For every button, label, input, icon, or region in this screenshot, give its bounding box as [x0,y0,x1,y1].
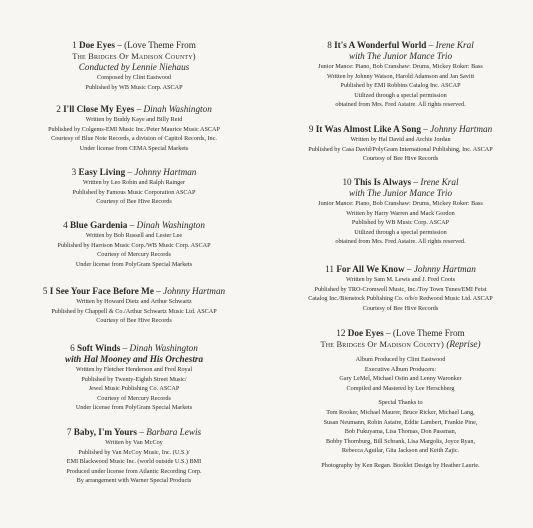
track-artist: Dinah Washington [143,104,212,114]
track-number: 5 [42,286,48,296]
credit-line: obtained from Mrs. Fred Astaire. All rights reserved. [335,101,466,109]
track-2: 2 I'll Close My Eyes – Dinah Washington Written by Buddy Kaye and Billy Reid Published by Colgems-EMI Music Inc./Peter Maurice Music ASCAP Courtesy of Blue Note Records, a division of Capitol Records, Inc. Under license from CEMA Special Markets [0,104,268,153]
credit-line: Written by Johnny Watson, Harold Adamson and Jan Savitt [326,72,475,80]
track-title: Doe Eyes [347,328,384,338]
track-number: 4 [63,220,68,230]
credit-line: By arrangement with Warner Special Products [76,477,192,485]
credit-line: Written by Harry Warren and Mack Gordon [346,209,455,217]
track-artist: Dinah Washington [136,220,205,230]
credit-line: Catalog Inc./Bienstock Publishing Co. o/b/o Redwood Music Ltd. ASCAP [308,295,493,303]
credit-line: Utilized through a special permission [354,91,447,99]
track-6: 6 Soft Winds – Dinah Washington with Hal Mooney and His Orchestra Written by Fletcher Henderson and Fred Royal Published by Twenty-Eighth Street Music/ Jewel Music Publishing Co. ASCAP Courtesy of Mercury Records Under license from PolyGram Special Markets [0,343,268,413]
track-film-title: The Bridges Of Madison County) [72,52,196,61]
credit-line: Under license from CEMA Special Markets [79,144,189,152]
credit-line: Written by Van McCoy [105,439,163,446]
track-film-title: The Bridges Of Madison County) [320,340,445,349]
track-number: 11 [325,264,335,274]
track-reprise-label: (Reprise) [446,339,481,349]
track-orchestra: with Hal Mooney and His Orchestra [64,354,204,364]
track-artist: Johnny Hartman [430,124,493,134]
credit-line: Jewel Music Publishing Co. ASCAP [88,385,180,393]
credit-line: Published by Van McCoy Music, Inc. (U.S.)/ [78,448,190,456]
track-number: 12 [336,328,346,338]
track-4: 4 Blue Gardenia – Dinah Washington Written by Bob Russell and Lester Lee Published by Harrison Music Corp./WB Music Corp. ASCAP Courtesy of Mercury Records Under license from PolyGram Special Markets [0,220,268,269]
track-title: This Is Always [353,177,412,187]
credit-line: Published by Harrison Music Corp./WB Music Corp. ASCAP [57,241,211,249]
track-7: 7 Baby, I'm Yours – Barbara Lewis Written by Van McCoy Published by Van McCoy Music, Inc. (U.S.)/ EMI Blackwood Music Inc. (world outside U.S.) BMI Produced under license from Atlantic Recording Corp. By arrangement with Warner Special Products [0,427,268,486]
track-number: 7 [66,427,72,437]
track-title: It Was Almost Like A Song [315,124,421,134]
credit-line: Courtesy of Mercury Records [97,251,171,259]
credit-line: Special Thanks to [378,399,423,407]
credit-line: Courtesy of Bee Hive Records [362,155,439,163]
credit-line: Executive Album Producers: [364,365,437,373]
track-8: 8 It's A Wonderful World – Irene Kral with The Junior Mance Trio Junior Mance: Piano, Bob Cranshaw: Drums, Mickey Roker: Bass Written by Johnny Watson, Harold Adamson and Jan Savitt Published by EMI Robbins Catalog Inc. ASCAP Utilized through a special permission obtained from Mrs. Fred Astaire. All rights reserved. [268,40,533,110]
credit-line: Written by Fletcher Henderson and Fred Royal [75,366,193,373]
credit-line: Compiled and Mastered by Lee Herschberg [346,384,455,392]
track-title: Baby, I'm Yours [73,427,138,437]
credit-line: Written by Buddy Kaye and Billy Reid [85,116,183,123]
credit-line: Published by TRO-Cromwell Music, Inc./Toy Town Tunes/EMI Feist [314,285,487,293]
track-subtitle: – (Love Theme From [114,40,196,50]
track-title: Soft Winds [77,343,121,353]
track-number: 3 [71,167,77,177]
credit-line: Under license from PolyGram Special Markets [75,260,193,268]
credit-line: Published by EMI Robbins Catalog Inc. ASCAP [340,82,461,90]
credit-line: Tom Rooker, Michael Maurer, Bruce Ricker, Michael Lang, [326,408,475,416]
track-title: I'll Close My Eyes [63,104,135,114]
track-artist: Johnny Hartman [134,167,197,177]
track-5: 5 I See Your Face Before Me – Johnny Hartman Written by Howard Dietz and Arthur Schwartz Published by Chappell & Co./Arthur Schwartz Music Ltd. ASCAP Courtesy of Bee Hive Records [0,286,268,326]
track-artist: Johnny Hartman [163,286,226,296]
credit-line: Courtesy of Bee Hive Records [96,317,172,325]
credit-line: Utilized through a special permission [354,228,447,236]
track-title: Blue Gardenia [69,220,128,230]
track-conductor: Conducted by Lennie Niehaus [78,62,190,72]
album-credits [268,355,533,471]
track-number: 10 [342,177,352,187]
credit-line: Published by WB Music Corp. ASCAP [351,219,450,227]
track-12 [268,328,533,350]
credit-line: Written by Sam M. Lewis and J. Fred Coots [345,276,456,283]
credit-line: Published by Chappell & Co./Arthur Schwartz Music Ltd. ASCAP [51,307,217,315]
track-11: 11 For All We Know – Johnny Hartman Written by Sam M. Lewis and J. Fred Coots Published by TRO-Cromwell Music, Inc./Toy Town Tunes/EMI Feist Catalog Inc./Bienstock Publishing Co. o/b/o Redwood Music Ltd. ASCAP Courtesy of Bee Hive Records [268,264,533,313]
track-10: 10 This Is Always – Irene Kral with The Junior Mance Trio Junior Mance: Piano, Bob Cranshaw: Drums, Mickey Roker: Bass Written by Harry Warren and Mack Gordon Published by WB Music Corp. ASCAP Utilized through a special permission obtained from Mrs. Fred Astaire. All rights reserved. [268,177,533,247]
credit-line: Courtesy of Bee Hive Records [96,198,172,206]
credit-line: EMI Blackwood Music Inc. (world outside U.S.) BMI [66,458,202,466]
track-accompaniment: with The Junior Mance Trio [348,188,453,198]
track-1 [0,40,268,92]
credit-line: Published by Twenty-Eighth Street Music/ [81,375,187,383]
track-subtitle: – (Love Theme From [383,328,465,338]
credit-line: obtained from Mrs. Fred Astaire. All rights reserved. [335,238,466,246]
track-artist: Dinah Washington [129,343,198,353]
credit-line: Composed by Clint Eastwood [96,74,172,81]
credit-line: Under license from PolyGram Special Markets [75,404,193,412]
track-accompaniment: with The Junior Mance Trio [348,51,453,61]
track-artist: Barbara Lewis [146,427,202,437]
credit-line: Photography by Ken Regan. Booklet Design by Heather Laurie. [321,461,480,469]
credit-line: Junior Mance: Piano, Bob Cranshaw: Drums, Mickey Roker: Bass [318,200,483,207]
track-artist: Irene Kral [435,40,474,50]
track-artist: Johnny Hartman [413,264,476,274]
credit-line: Courtesy of Blue Note Records, a division of Capitol Records, Inc. [51,135,217,143]
credit-line: Courtesy of Bee Hive Records [362,304,439,312]
credit-line: Bobby Thornburg, Bill Schrank, Lisa Margolis, Joyce Ryan, [325,437,476,445]
track-title: For All We Know [336,264,405,274]
credit-line: Published by Casa David/PolyGram International Publishing, Inc. ASCAP [308,145,493,153]
track-number: 1 [72,40,77,50]
track-9: 9 It Was Almost Like A Song – Johnny Hartman Written by Hal David and Archie Jordan Published by Casa David/PolyGram International Publishing, Inc. ASCAP Courtesy of Bee Hive Records [268,124,533,164]
credit-line: Published by Colgems-EMI Music Inc./Peter Maurice Music ASCAP [48,125,220,133]
credit-line: Susan Neumann, Robin Astaire, Eddie Lambert, Frankie Pine, [323,418,478,426]
credit-line: Junior Mance: Piano, Bob Cranshaw: Drums, Mickey Roker: Bass [318,63,483,70]
credit-line: Gary LeMel, Michael Ostin and Lenny Waronker [339,375,462,383]
credit-line: Written by Howard Dietz and Arthur Schwartz [76,298,192,305]
credit-line: Published by Famous Music Corporation ASCAP [72,188,196,196]
credit-line: Bob Fukuyama, Lisa Thomas, Don Passman, [344,428,457,436]
credit-line: Published by WB Music Corp. ASCAP [85,83,183,91]
credit-line: Written by Hal David and Archie Jordan [350,136,451,143]
track-number: 6 [70,343,75,353]
track-number: 2 [56,104,61,114]
credit-line: Written by Bob Russell and Lester Lee [85,232,183,239]
credit-line: Produced under license from Atlantic Recording Corp. [66,467,202,475]
credit-line: Courtesy of Mercury Records [97,394,171,402]
track-number: 9 [308,124,314,134]
track-3: 3 Easy Living – Johnny Hartman Written by Leo Robin and Ralph Rainger Published by Famous Music Corporation ASCAP Courtesy of Bee Hive Records [0,167,268,207]
track-number: 8 [327,40,332,50]
credit-line: Written by Leo Robin and Ralph Rainger [82,179,186,186]
track-title: Easy Living [78,167,126,177]
credit-line: Album Produced by Clint Eastwood [355,356,446,363]
track-artist: Irene Kral [420,177,459,187]
credit-line: Rebecca Aguilar, Gita Jackson and Keith Zajic. [341,447,460,455]
track-title: I See Your Face Before Me [49,286,154,296]
track-title: Doe Eyes [78,40,115,50]
track-title: It's A Wonderful World [334,40,427,50]
